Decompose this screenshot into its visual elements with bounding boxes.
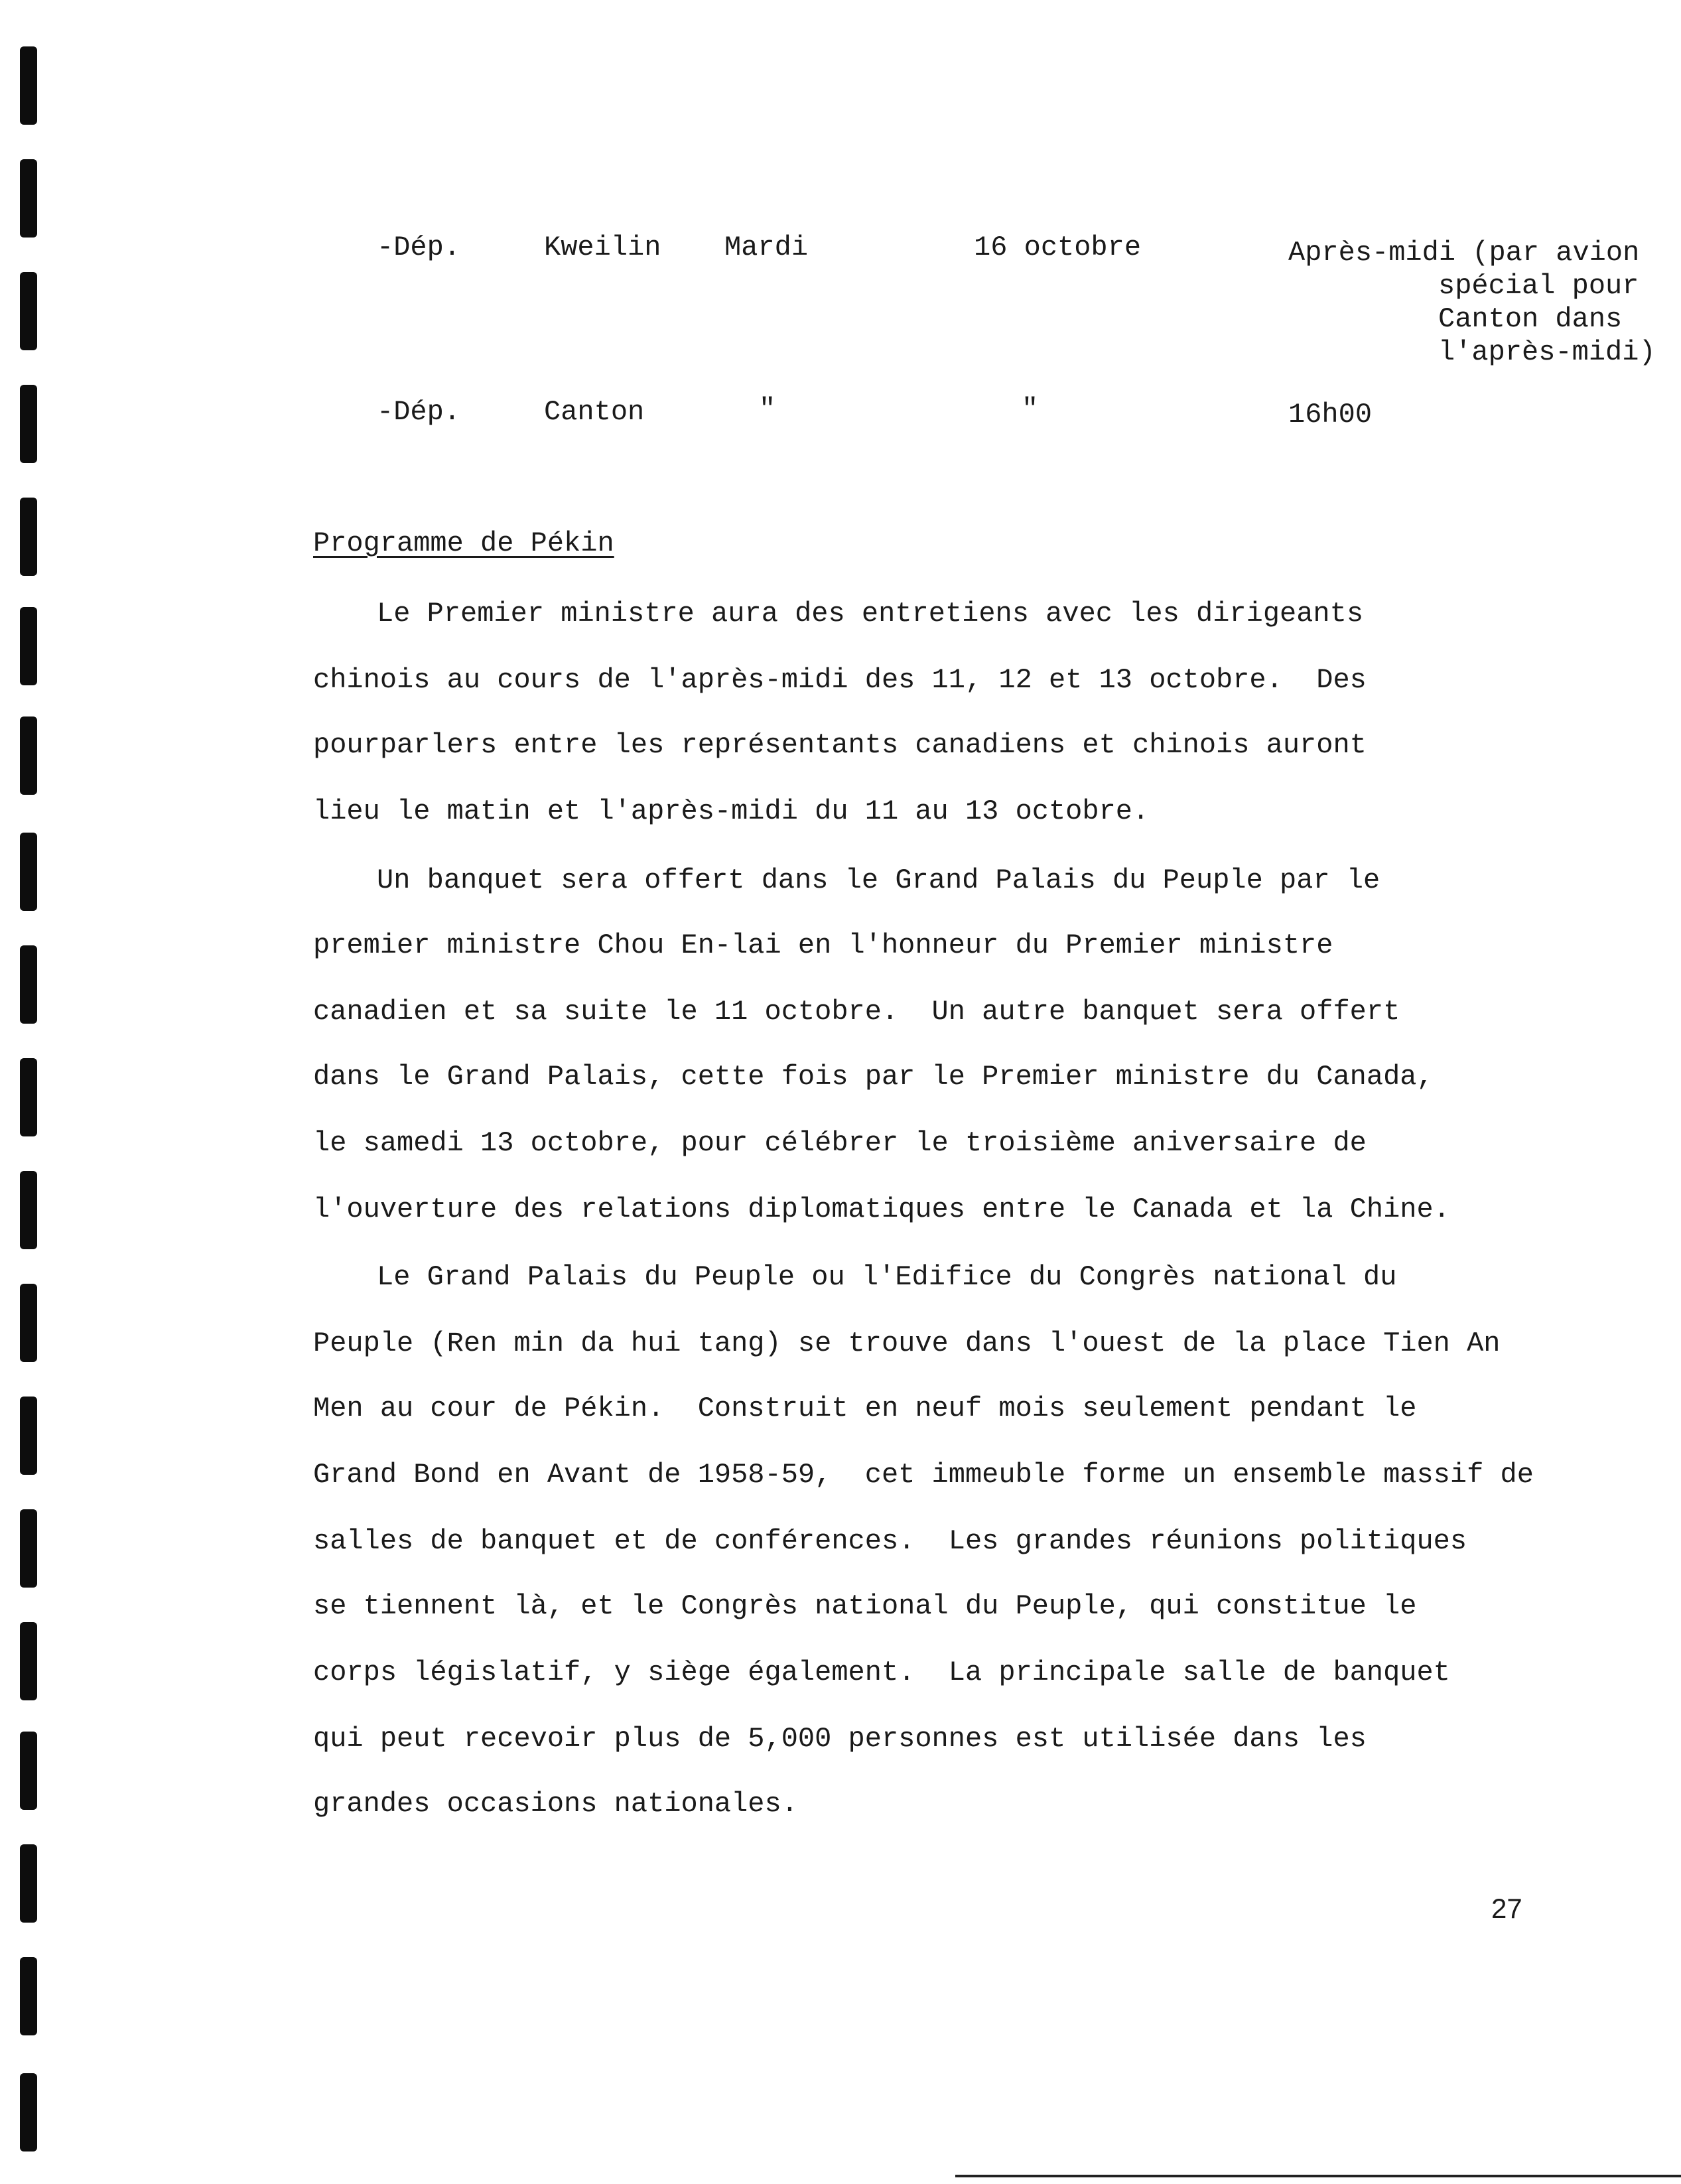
paragraph-line: dans le Grand Palais, cette fois par le Premier ministre du Canada, xyxy=(313,1061,1434,1093)
paragraph-line: Grand Bond en Avant de 1958-59, cet immeuble forme un ensemble massif de xyxy=(313,1459,1534,1491)
schedule-city: Kweilin xyxy=(544,232,661,263)
schedule-day: " xyxy=(759,393,776,425)
schedule-date: " xyxy=(1022,393,1039,425)
paragraph-line: l'ouverture des relations diplomatiques entre le Canada et la Chine. xyxy=(313,1194,1450,1225)
punch-hole xyxy=(20,498,37,576)
punch-hole xyxy=(20,1732,37,1810)
schedule-date: 16 octobre xyxy=(974,232,1142,263)
paragraph-line: Men au cour de Pékin. Construit en neuf mois seulement pendant le xyxy=(313,1393,1417,1424)
paragraph-line: se tiennent là, et le Congrès national du Peuple, qui constitue le xyxy=(313,1590,1417,1622)
schedule-time-line: 16h00 xyxy=(1288,399,1373,431)
punch-hole xyxy=(20,607,37,685)
paragraph-line: premier ministre Chou En-lai en l'honneur du Premier ministre xyxy=(313,929,1333,961)
punch-hole xyxy=(20,1171,37,1249)
schedule-day: Mardi xyxy=(724,232,809,263)
paragraph-line: Un banquet sera offert dans le Grand Palais du Peuple par le xyxy=(377,864,1380,896)
paragraph-line: le samedi 13 octobre, pour célébrer le troisième aniversaire de xyxy=(313,1127,1367,1159)
paragraph-line: chinois au cours de l'après-midi des 11, 12 et 13 octobre. Des xyxy=(313,664,1367,696)
paragraph-line: pourparlers entre les représentants canadiens et chinois auront xyxy=(313,729,1367,761)
schedule-type: -Dép. xyxy=(377,396,461,428)
paragraph-line: canadien et sa suite le 11 octobre. Un autre banquet sera offert xyxy=(313,996,1400,1028)
punch-hole xyxy=(20,1397,37,1475)
punch-hole xyxy=(20,1058,37,1136)
schedule-time-line: Après-midi (par avion xyxy=(1288,237,1640,269)
punch-hole xyxy=(20,945,37,1024)
punch-hole xyxy=(20,833,37,911)
schedule-time-line: l'après-midi) xyxy=(1438,336,1656,368)
punch-hole xyxy=(20,1844,37,1923)
punch-hole xyxy=(20,385,37,463)
punch-hole xyxy=(20,1957,37,2035)
punch-hole xyxy=(20,2073,37,2151)
punch-hole xyxy=(20,717,37,795)
paragraph-line: Peuple (Ren min da hui tang) se trouve dans l'ouest de la place Tien An xyxy=(313,1328,1501,1359)
paragraph-line: Le Grand Palais du Peuple ou l'Edifice du Congrès national du xyxy=(377,1261,1397,1293)
punch-hole xyxy=(20,272,37,350)
punch-hole xyxy=(20,1509,37,1588)
paragraph-line: qui peut recevoir plus de 5,000 personnes est utilisée dans les xyxy=(313,1723,1367,1755)
schedule-time-line: spécial pour xyxy=(1438,270,1639,302)
punch-hole xyxy=(20,1284,37,1362)
bottom-rule xyxy=(955,2175,1681,2177)
schedule-type: -Dép. xyxy=(377,232,461,263)
section-heading: Programme de Pékin xyxy=(313,527,614,559)
page-number: 27 xyxy=(1491,1893,1522,1924)
paragraph-line: lieu le matin et l'après-midi du 11 au 13 octobre. xyxy=(313,795,1150,827)
punch-hole xyxy=(20,159,37,238)
schedule-time-line: Canton dans xyxy=(1438,303,1623,335)
paragraph-line: corps législatif, y siège également. La principale salle de banquet xyxy=(313,1657,1450,1688)
paragraph-line: grandes occasions nationales. xyxy=(313,1788,798,1820)
paragraph-line: Le Premier ministre aura des entretiens avec les dirigeants xyxy=(377,598,1364,630)
paragraph-line: salles de banquet et de conférences. Les grandes réunions politiques xyxy=(313,1525,1467,1557)
punch-hole xyxy=(20,1622,37,1700)
schedule-city: Canton xyxy=(544,396,645,428)
punch-hole xyxy=(20,46,37,125)
